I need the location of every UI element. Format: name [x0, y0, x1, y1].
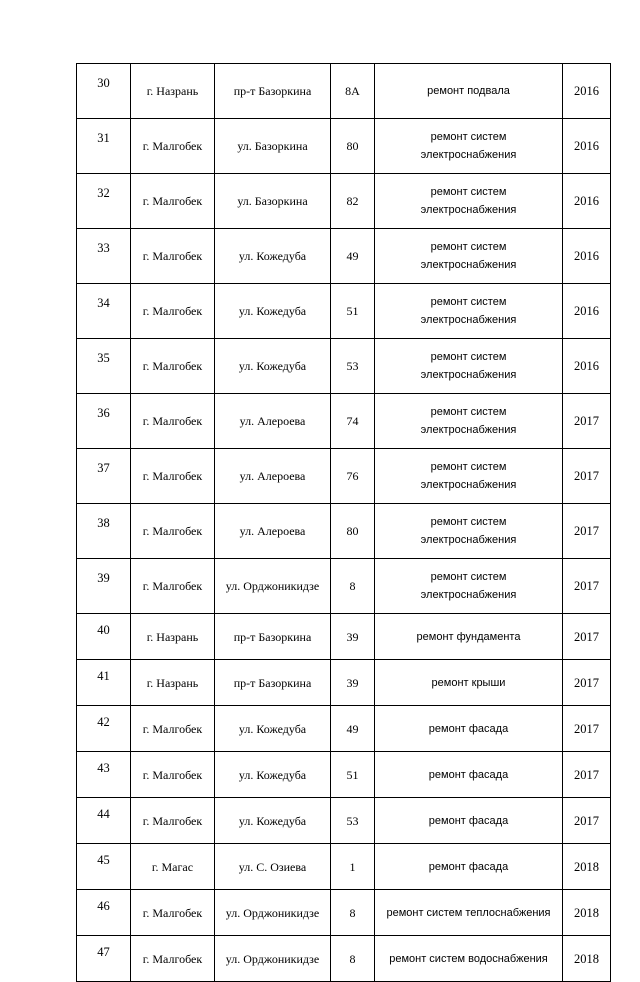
work-type-line: ремонт систем: [430, 406, 507, 418]
work-type-cell: [375, 752, 563, 798]
table-row: [77, 706, 611, 752]
city-cell: г. Малгобек: [131, 890, 215, 936]
repair-schedule-table: [76, 63, 611, 982]
house-number-cell: 8: [331, 936, 375, 982]
work-type-cell: [375, 798, 563, 844]
row-number-cell: 39: [77, 559, 131, 614]
street-cell: ул. Алероева: [215, 449, 331, 504]
city-cell: г. Малгобек: [131, 284, 215, 339]
street-cell: ул. Кожедуба: [215, 229, 331, 284]
street-cell: ул. Базоркина: [215, 174, 331, 229]
table-row: [77, 890, 611, 936]
table-row: [77, 936, 611, 982]
row-number-cell: 37: [77, 449, 131, 504]
street-cell: ул. Алероева: [215, 504, 331, 559]
table-row: [77, 394, 611, 449]
year-cell: 2018: [563, 890, 611, 936]
row-number-cell: 47: [77, 936, 131, 982]
year-cell: 2016: [563, 174, 611, 229]
year-cell: 2017: [563, 394, 611, 449]
work-type-cell: [375, 844, 563, 890]
work-type-line: ремонт систем: [430, 186, 507, 198]
work-type-line: ремонт фасада: [428, 814, 509, 827]
year-cell: 2018: [563, 936, 611, 982]
row-number-cell: 33: [77, 229, 131, 284]
street-cell: ул. Базоркина: [215, 119, 331, 174]
work-type-cell: [375, 504, 563, 559]
street-cell: ул. Орджоникидзе: [215, 559, 331, 614]
work-type-line: ремонт систем: [430, 571, 507, 583]
year-cell: 2017: [563, 752, 611, 798]
work-type-cell: [375, 339, 563, 394]
street-cell: ул. Кожедуба: [215, 798, 331, 844]
row-number-cell: 43: [77, 752, 131, 798]
table-row: [77, 229, 611, 284]
table-row: [77, 614, 611, 660]
work-type-cell: [375, 119, 563, 174]
street-cell: пр-т Базоркина: [215, 660, 331, 706]
street-cell: ул. С. Озиева: [215, 844, 331, 890]
year-cell: 2018: [563, 844, 611, 890]
year-cell: 2017: [563, 449, 611, 504]
row-number-cell: 40: [77, 614, 131, 660]
year-cell: 2017: [563, 504, 611, 559]
row-number-cell: 42: [77, 706, 131, 752]
house-number-cell: 1: [331, 844, 375, 890]
city-cell: г. Малгобек: [131, 798, 215, 844]
work-type-cell: [375, 614, 563, 660]
work-type-line: ремонт фундамента: [416, 630, 521, 643]
work-type-line: электроснабжения: [420, 424, 517, 436]
year-cell: 2016: [563, 284, 611, 339]
work-type-line: ремонт фасада: [428, 722, 509, 735]
house-number-cell: 8А: [331, 64, 375, 119]
work-type-line: ремонт систем: [430, 296, 507, 308]
year-cell: 2017: [563, 559, 611, 614]
work-type-line: электроснабжения: [420, 314, 517, 326]
city-cell: г. Малгобек: [131, 229, 215, 284]
city-cell: г. Назрань: [131, 614, 215, 660]
house-number-cell: 53: [331, 339, 375, 394]
work-type-line: ремонт систем: [430, 516, 507, 528]
city-cell: г. Малгобек: [131, 174, 215, 229]
work-type-line: ремонт систем водоснабжения: [389, 952, 548, 965]
year-cell: 2016: [563, 229, 611, 284]
house-number-cell: 80: [331, 119, 375, 174]
house-number-cell: 49: [331, 229, 375, 284]
street-cell: ул. Кожедуба: [215, 284, 331, 339]
house-number-cell: 82: [331, 174, 375, 229]
year-cell: 2017: [563, 614, 611, 660]
city-cell: г. Магас: [131, 844, 215, 890]
house-number-cell: 8: [331, 890, 375, 936]
table-row: [77, 64, 611, 119]
row-number-cell: 36: [77, 394, 131, 449]
row-number-cell: 45: [77, 844, 131, 890]
table-row: [77, 284, 611, 339]
row-number-cell: 32: [77, 174, 131, 229]
work-type-cell: [375, 706, 563, 752]
table-row: [77, 174, 611, 229]
street-cell: пр-т Базоркина: [215, 614, 331, 660]
work-type-cell: [375, 64, 563, 119]
work-type-line: ремонт систем: [430, 351, 507, 363]
work-type-line: ремонт крыши: [431, 676, 506, 689]
street-cell: ул. Орджоникидзе: [215, 936, 331, 982]
row-number-cell: 31: [77, 119, 131, 174]
work-type-cell: [375, 394, 563, 449]
city-cell: г. Малгобек: [131, 339, 215, 394]
house-number-cell: 51: [331, 752, 375, 798]
house-number-cell: 8: [331, 559, 375, 614]
work-type-line: электроснабжения: [420, 369, 517, 381]
year-cell: 2016: [563, 119, 611, 174]
street-cell: ул. Орджоникидзе: [215, 890, 331, 936]
year-cell: 2016: [563, 339, 611, 394]
house-number-cell: 49: [331, 706, 375, 752]
house-number-cell: 80: [331, 504, 375, 559]
house-number-cell: 39: [331, 614, 375, 660]
city-cell: г. Назрань: [131, 660, 215, 706]
table-row: [77, 798, 611, 844]
house-number-cell: 76: [331, 449, 375, 504]
work-type-line: электроснабжения: [420, 149, 517, 161]
table-row: [77, 339, 611, 394]
row-number-cell: 34: [77, 284, 131, 339]
year-cell: 2016: [563, 64, 611, 119]
house-number-cell: 74: [331, 394, 375, 449]
work-type-line: электроснабжения: [420, 204, 517, 216]
table-row: [77, 449, 611, 504]
row-number-cell: 44: [77, 798, 131, 844]
street-cell: ул. Кожедуба: [215, 339, 331, 394]
city-cell: г. Малгобек: [131, 752, 215, 798]
city-cell: г. Малгобек: [131, 119, 215, 174]
work-type-line: ремонт фасада: [428, 768, 509, 781]
table-row: [77, 559, 611, 614]
table-row: [77, 504, 611, 559]
work-type-line: электроснабжения: [420, 479, 517, 491]
work-type-line: ремонт фасада: [428, 860, 509, 873]
table-body: [77, 64, 611, 982]
work-type-line: электроснабжения: [420, 589, 517, 601]
city-cell: г. Малгобек: [131, 504, 215, 559]
work-type-line: ремонт систем: [430, 461, 507, 473]
city-cell: г. Назрань: [131, 64, 215, 119]
work-type-cell: [375, 660, 563, 706]
row-number-cell: 35: [77, 339, 131, 394]
table-row: [77, 752, 611, 798]
work-type-line: ремонт систем: [430, 131, 507, 143]
work-type-cell: [375, 174, 563, 229]
row-number-cell: 46: [77, 890, 131, 936]
city-cell: г. Малгобек: [131, 936, 215, 982]
year-cell: 2017: [563, 706, 611, 752]
table-row: [77, 119, 611, 174]
work-type-cell: [375, 559, 563, 614]
year-cell: 2017: [563, 660, 611, 706]
city-cell: г. Малгобек: [131, 449, 215, 504]
work-type-cell: [375, 229, 563, 284]
work-type-cell: [375, 936, 563, 982]
row-number-cell: 38: [77, 504, 131, 559]
work-type-cell: [375, 449, 563, 504]
street-cell: пр-т Базоркина: [215, 64, 331, 119]
work-type-line: ремонт систем: [430, 241, 507, 253]
street-cell: ул. Алероева: [215, 394, 331, 449]
street-cell: ул. Кожедуба: [215, 706, 331, 752]
table-row: [77, 844, 611, 890]
year-cell: 2017: [563, 798, 611, 844]
house-number-cell: 39: [331, 660, 375, 706]
work-type-line: электроснабжения: [420, 534, 517, 546]
row-number-cell: 41: [77, 660, 131, 706]
house-number-cell: 53: [331, 798, 375, 844]
row-number-cell: 30: [77, 64, 131, 119]
work-type-line: ремонт систем теплоснабжения: [386, 906, 551, 919]
work-type-line: электроснабжения: [420, 259, 517, 271]
work-type-cell: [375, 890, 563, 936]
work-type-line: ремонт подвала: [427, 85, 510, 97]
street-cell: ул. Кожедуба: [215, 752, 331, 798]
city-cell: г. Малгобек: [131, 394, 215, 449]
city-cell: г. Малгобек: [131, 706, 215, 752]
city-cell: г. Малгобек: [131, 559, 215, 614]
house-number-cell: 51: [331, 284, 375, 339]
work-type-cell: [375, 284, 563, 339]
table-row: [77, 660, 611, 706]
